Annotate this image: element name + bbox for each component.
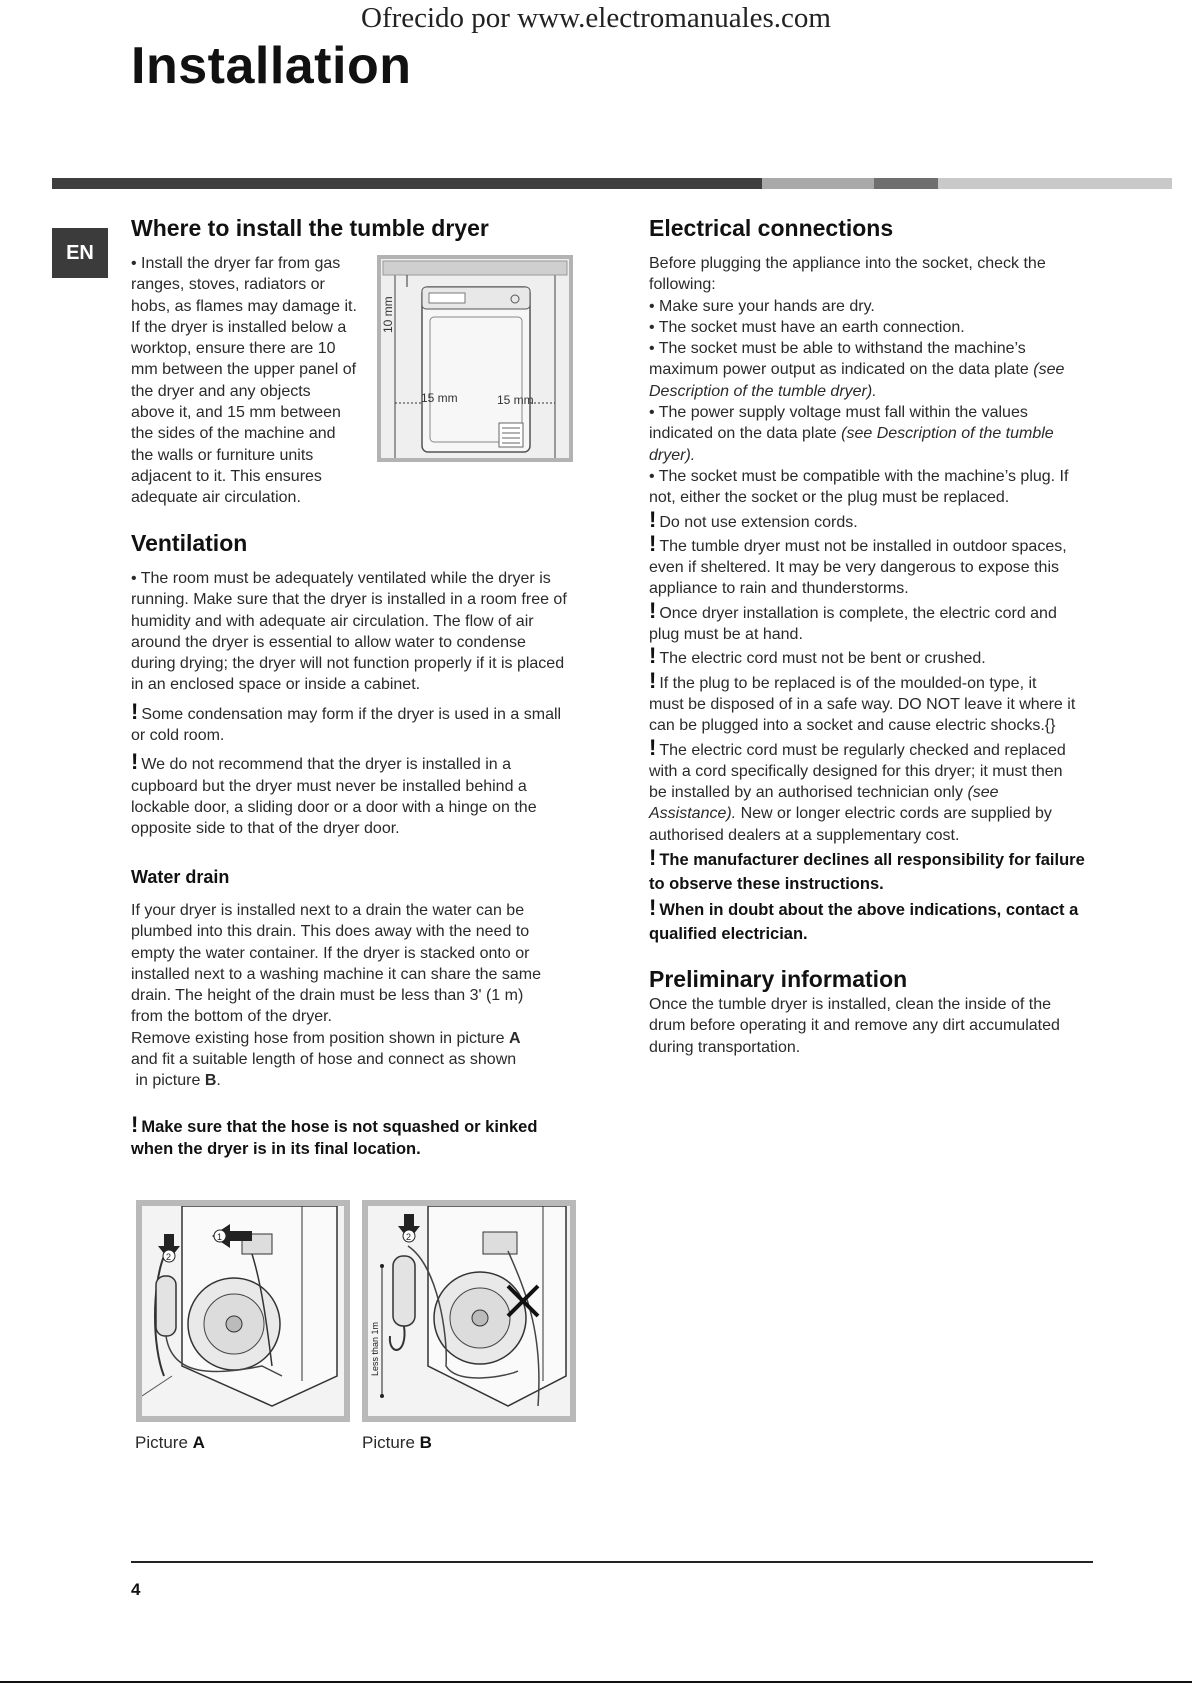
footer-rule: [131, 1561, 1093, 1563]
warning-icon: !: [649, 597, 657, 623]
header-bar-mid: [874, 178, 938, 189]
gap-label-right: 15 mm: [497, 393, 534, 407]
electrical-warning-1: ! Do not use extension cords.: [649, 506, 858, 532]
water-drain-text: [131, 900, 591, 1092]
warning-text: opposite side to that of the dryer door.: [131, 820, 400, 838]
electrical-warning-7: ! The manufacturer declines all responsibility for failure to observe these instructions.: [649, 845, 1085, 894]
where-line: above it, and 15 mm between: [131, 404, 341, 422]
warning-icon: !: [649, 530, 657, 556]
where-line: mm between the upper panel of: [131, 361, 357, 379]
ventilation-line: running. Make sure that the dryer is installed in a room free of: [131, 591, 567, 609]
electrical-bullet: not, either the socket or the plug must be replaced.: [649, 489, 1010, 507]
water-drain-line: Remove existing hose from position shown in picture A: [131, 1029, 521, 1047]
warning-icon: !: [649, 895, 657, 921]
ventilation-line: • The room must be adequately ventilated while the dryer is: [131, 570, 551, 587]
where-line: ranges, stoves, radiators or: [131, 276, 325, 294]
where-line: the sides of the machine and: [131, 425, 336, 443]
electrical-bullet: indicated on the data plate (see Description of the tumble: [649, 425, 1054, 443]
header-bar-dark: [52, 178, 762, 189]
electrical-warning-4: ! The electric cord must not be bent or crushed.: [649, 643, 986, 669]
where-text: [131, 253, 371, 509]
picture-b-caption: Picture B: [362, 1433, 432, 1452]
where-line: adjacent to it. This ensures: [131, 467, 322, 485]
warning-icon: !: [649, 734, 657, 760]
picture-b-ref: B: [204, 1072, 217, 1090]
ventilation-warning-1: [131, 698, 591, 747]
clearance-figure-drawing: [377, 255, 573, 462]
marker-2: 2: [166, 1252, 172, 1262]
water-drain-line: from the bottom of the dryer.: [131, 1008, 332, 1026]
watermark: Ofrecido por www.electromanuales.com: [361, 2, 831, 34]
electrical-warning-8: ! When in doubt about the above indications, contact a qualified electrician.: [649, 895, 1079, 944]
ventilation-line: humidity and with adequate air circulation. The flow of air: [131, 612, 534, 630]
electrical-bullet: Description of the tumble dryer).: [649, 382, 877, 400]
warning-icon: !: [649, 643, 657, 669]
preliminary-text: [649, 994, 1099, 1058]
gap-label-top: 10 mm: [381, 296, 395, 333]
page-title: Installation: [131, 37, 412, 95]
ventilation-line: around the dryer is essential to allow water to condense: [131, 633, 526, 651]
water-drain-warning: [131, 1112, 591, 1160]
water-drain-line: empty the water container. If the dryer is stacked onto or: [131, 944, 530, 962]
water-drain-heading: Water drain: [131, 867, 230, 887]
warning-icon: !: [649, 845, 657, 871]
water-drain-line: plumbed into this drain. This does away with the need to: [131, 923, 530, 941]
warning-icon: !: [131, 698, 139, 724]
warning-text: We do not recommend that the dryer is installed in a: [141, 756, 511, 774]
header-bar-light: [762, 178, 874, 189]
gap-label-left: 15 mm: [421, 391, 458, 405]
water-drain-line: If your dryer is installed next to a drain the water can be: [131, 902, 525, 919]
warning-text: lockable door, a sliding door or a door with a hinge on the: [131, 798, 537, 816]
electrical-bullet: • The socket must be compatible with the machine’s plug. If: [649, 467, 1069, 485]
electrical-warning-6: ! The electric cord must be regularly checked and replaced with a cord specifically designed for this dryer; it must then be installed by an authorised technician only (see Assistance). New or longer electric cords are supplied by authorised dealers at a supplementary cost.: [649, 734, 1066, 844]
warning-icon: !: [649, 667, 657, 693]
clearance-figure: [377, 255, 573, 462]
warning-text: cupboard but the dryer must never be installed behind a: [131, 777, 527, 795]
language-tab-label: EN: [66, 241, 94, 264]
ventilation-line: in an enclosed space or inside a cabinet.: [131, 676, 421, 694]
electrical-bullet: • The power supply voltage must fall within the values: [649, 404, 1028, 422]
electrical-warning-2: ! The tumble dryer must not be installed in outdoor spaces, even if sheltered. It may be very dangerous to expose this appliance to rain and thunderstorms.: [649, 530, 1067, 598]
electrical-warning-3: ! Once dryer installation is complete, the electric cord and plug must be at hand.: [649, 597, 1057, 644]
warning-text: Make sure that the hose is not squashed or kinked: [141, 1118, 538, 1136]
electrical-line: following:: [649, 276, 716, 294]
page-number: 4: [131, 1580, 141, 1599]
ventilation-warning-2: [131, 749, 591, 839]
electrical-bullet: • The socket must be able to withstand the machine’s: [649, 340, 1026, 358]
electrical-heading: Electrical connections: [649, 215, 894, 241]
electrical-text: [649, 253, 1099, 946]
warning-text: Some condensation may form if the dryer is used in a small: [141, 705, 562, 723]
picture-a-caption: Picture A: [135, 1433, 205, 1452]
warning-icon: !: [131, 749, 139, 775]
ventilation-text: [131, 568, 591, 840]
preliminary-line: drum before operating it and remove any dirt accumulated: [649, 1017, 1060, 1035]
picture-a: [136, 1200, 350, 1422]
electrical-line: Before plugging the appliance into the socket, check the: [649, 255, 1046, 272]
water-drain-line: in picture B.: [135, 1072, 221, 1090]
language-tab: [52, 228, 108, 278]
picture-b-drawing: [368, 1206, 570, 1416]
warning-icon: !: [649, 506, 657, 532]
less-than-1m-label: Less than 1m: [370, 1321, 380, 1376]
electrical-bullet: • Make sure your hands are dry.: [649, 297, 875, 315]
ventilation-heading: Ventilation: [131, 530, 248, 556]
picture-a-drawing: [142, 1206, 344, 1416]
where-heading: Where to install the tumble dryer: [131, 215, 489, 241]
ventilation-line: during drying; the dryer will not function properly if it is placed: [131, 655, 565, 673]
preliminary-heading: Preliminary information: [649, 966, 908, 992]
water-drain-line: and fit a suitable length of hose and connect as shown: [131, 1051, 517, 1069]
where-line: adequate air circulation.: [131, 489, 301, 507]
where-line: If the dryer is installed below a: [131, 318, 347, 336]
bottom-edge-rule: [0, 1681, 1192, 1683]
marker-2: 2: [406, 1232, 412, 1242]
picture-b: [362, 1200, 576, 1422]
electrical-bullet: • The socket must have an earth connection.: [649, 318, 965, 336]
warning-text: or cold room.: [131, 727, 225, 745]
where-line: the walls or furniture units: [131, 446, 314, 464]
where-line: • Install the dryer far from gas: [131, 255, 341, 272]
water-drain-line: drain. The height of the drain must be less than 3' (1 m): [131, 987, 524, 1005]
warning-icon: !: [131, 1112, 139, 1137]
warning-text: when the dryer is in its final location.: [131, 1140, 421, 1158]
electrical-bullet: dryer).: [649, 446, 696, 464]
preliminary-line: during transportation.: [649, 1038, 801, 1056]
marker-1: 1: [217, 1232, 223, 1242]
where-line: worktop, ensure there are 10: [131, 340, 336, 358]
where-line: the dryer and any objects: [131, 382, 311, 400]
electrical-bullet: maximum power output as indicated on the data plate (see: [649, 361, 1065, 379]
picture-a-ref: A: [508, 1029, 521, 1047]
where-line: hobs, as flames may damage it.: [131, 297, 357, 315]
electrical-warning-5: ! If the plug to be replaced is of the moulded-on type, it must be disposed of in a safe way. DO NOT leave it where it can be plugged into a socket and cause electric shocks.{}: [649, 667, 1076, 735]
water-drain-line: installed next to a washing machine it can share the same: [131, 965, 542, 983]
preliminary-line: Once the tumble dryer is installed, clean the inside of the: [649, 996, 1051, 1013]
header-bar-pale: [938, 178, 1172, 189]
